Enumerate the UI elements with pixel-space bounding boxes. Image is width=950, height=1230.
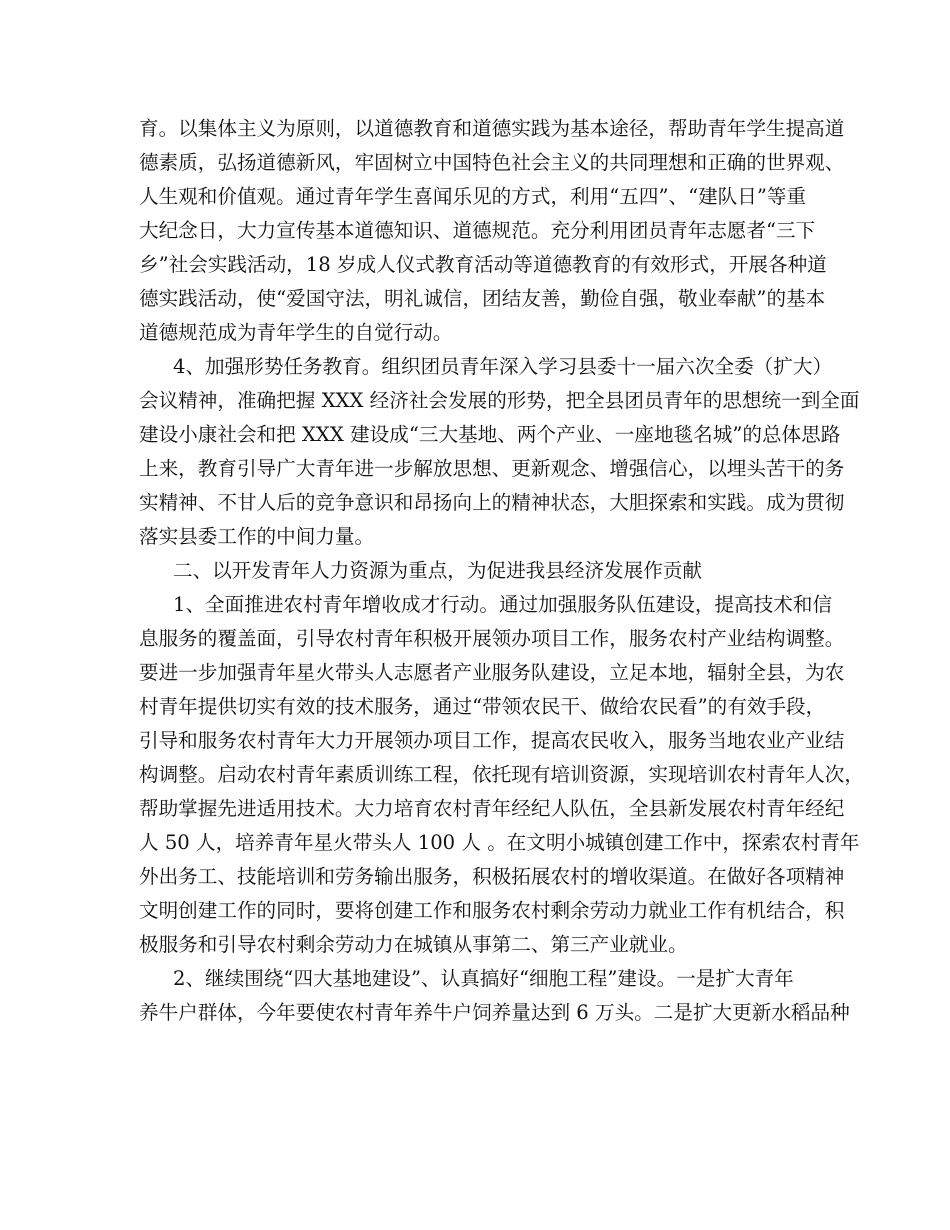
- paragraph-start-line: 4、加强形势任务教育。组织团员青年深入学习县委十一届六次全委（扩大）: [173, 355, 833, 378]
- text-line: 要进一步加强青年星火带头人志愿者产业服务队建设，立足本地，辐射全县，为农: [139, 661, 845, 684]
- paragraph-start-line: 2、继续围绕“四大基地建设”、认真搞好“细胞工程”建设。一是扩大青年: [173, 967, 794, 990]
- text-line: 村青年提供切实有效的技术服务，通过“带领农民干、做给农民看”的有效手段，: [139, 695, 826, 718]
- text-line: 实精神、不甘人后的竞争意识和昂扬向上的精神状态，大胆探索和实践。成为贯彻: [139, 491, 845, 514]
- text-line: 构调整。启动农村青年素质训练工程，依托现有培训资源，实现培训农村青年人次，: [139, 763, 864, 786]
- text-line: 建设小康社会和把 XXX 建设成“三大基地、两个产业、一座地毯名城”的总体思路: [139, 423, 841, 446]
- text-line: 乡”社会实践活动，18 岁成人仪式教育活动等道德教育的有效形式，开展各种道: [139, 253, 827, 276]
- text-line: 德素质，弘扬道德新风，牢固树立中国特色社会主义的共同理想和正确的世界观、: [139, 151, 845, 174]
- text-line: 德实践活动，使“爱国守法，明礼诚信，团结友善，勤俭自强，敬业奉献”的基本: [139, 287, 826, 310]
- text-line: 大纪念日，大力宣传基本道德知识、道德规范。充分利用团员青年志愿者“三下: [139, 219, 816, 242]
- text-line: 育。以集体主义为原则，以道德教育和道德实践为基本途径，帮助青年学生提高道: [139, 117, 845, 140]
- section-heading: 二、以开发青年人力资源为重点，为促进我县经济发展作贡献: [173, 559, 703, 582]
- text-line: 人生观和价值观。通过青年学生喜闻乐见的方式，利用“五四”、“建队日”等重: [139, 185, 807, 208]
- text-line: 息服务的覆盖面，引导农村青年积极开展领办项目工作，服务农村产业结构调整。: [139, 627, 845, 650]
- text-line: 引导和服务农村青年大力开展领办项目工作，提高农民收入，服务当地农业产业结: [139, 729, 845, 752]
- text-line: 帮助掌握先进适用技术。大力培育农村青年经纪人队伍，全县新发展农村青年经纪: [139, 797, 845, 820]
- text-line: 上来，教育引导广大青年进一步解放思想、更新观念、增强信心，以埋头苦干的务: [139, 457, 845, 480]
- text-line: 养牛户群体，今年要使农村青年养牛户饲养量达到 6 万头。二是扩大更新水稻品种: [139, 1001, 850, 1024]
- text-line: 极服务和引导农村剩余劳动力在城镇从事第二、第三产业就业。: [139, 933, 688, 956]
- text-line: 道德规范成为青年学生的自觉行动。: [139, 321, 453, 344]
- paragraph-start-line: 1、全面推进农村青年增收成才行动。通过加强服务队伍建设，提高技术和信: [173, 593, 833, 616]
- text-line: 文明创建工作的同时，要将创建工作和服务农村剩余劳动力就业工作有机结合，积: [139, 899, 845, 922]
- text-line: 人 50 人，培养青年星火带头人 100 人 。在文明小城镇创建工作中，探索农村青年: [139, 831, 860, 854]
- text-line: 会议精神，准确把握 XXX 经济社会发展的形势，把全县团员青年的思想统一到全面: [139, 389, 860, 412]
- text-line: 落实县委工作的中间力量。: [139, 525, 375, 548]
- text-line: 外出务工、技能培训和劳务输出服务，积极拓展农村的增收渠道。在做好各项精神: [139, 865, 845, 888]
